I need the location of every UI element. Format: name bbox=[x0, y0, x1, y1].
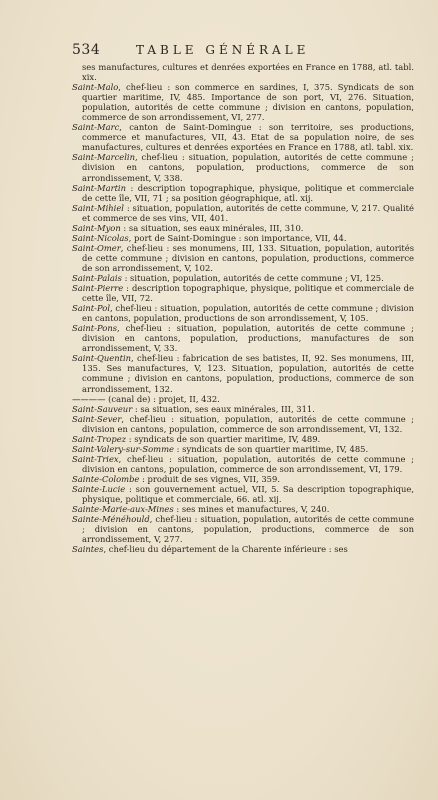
entry-heading: Saint-Quentin bbox=[72, 353, 132, 364]
index-entry bbox=[72, 474, 414, 484]
index-entry bbox=[72, 62, 414, 82]
index-entries bbox=[72, 62, 414, 554]
index-entry bbox=[72, 484, 414, 504]
entry-heading: Saint-Pons bbox=[72, 323, 118, 334]
entry-text: : sa situation, ses eaux minérales, III, 310. bbox=[120, 222, 304, 233]
entry-heading: Saint-Malo bbox=[72, 82, 119, 93]
entry-text: : situation, population, autorités de cette commune ; VI, 125. bbox=[121, 272, 384, 283]
entry-heading: Saint-Omer bbox=[72, 242, 121, 253]
entry-text: : description topographique, physique, politique et commerciale de cette île, VII, 72. bbox=[82, 283, 414, 304]
entry-heading: Saint-Valery-sur-Somme bbox=[72, 443, 175, 454]
page-header bbox=[72, 42, 408, 58]
entry-text: : syndicats de son quartier maritime, IV, 485. bbox=[174, 443, 369, 454]
index-entry bbox=[72, 454, 414, 474]
index-entry bbox=[72, 303, 414, 323]
entry-text: : syndicats de son quartier maritime, IV, 489. bbox=[126, 433, 321, 444]
entry-text: , chef-lieu : ses monumens, III, 133. Situation, population, autorités de cette commune ; division en cantons, population, productions, commerce de son arrondissement, V, 102. bbox=[82, 242, 414, 273]
entry-text: (canal de) : projet, II, 432. bbox=[105, 393, 220, 404]
page-number: 534 bbox=[72, 42, 101, 58]
index-entry bbox=[72, 353, 414, 393]
index-entry bbox=[72, 82, 414, 122]
index-entry bbox=[72, 183, 414, 203]
entry-text: , chef-lieu : situation, population, autorités de cette commune ; division en cantons, population, productions, commerce de son arrondissement, V, 277. bbox=[82, 514, 414, 545]
entry-text: : description topographique, physique, politique et commerciale de cette île, VII, 71 ; sa position géographique, atl. xij. bbox=[82, 182, 414, 203]
entry-heading: Saint-Palais bbox=[72, 272, 122, 283]
index-entry bbox=[72, 414, 414, 434]
index-entry bbox=[72, 504, 414, 514]
index-entry bbox=[72, 404, 414, 414]
entry-text: , chef-lieu : son commerce en sardines, I, 375. Syndicats de son quartier maritime, IV, 485. Importance de son port, VI, 276. Situation, population, autorités de cette commune ; division en cantons, population, commerce de son arrondissement, VI, 277. bbox=[82, 82, 414, 123]
entry-heading: Saint-Myon bbox=[72, 222, 121, 233]
index-entry bbox=[72, 323, 414, 353]
entry-text: ses manufactures, cultures et denrées exportées en France en 1788, atl. tabl. xix. bbox=[82, 62, 414, 83]
entry-heading: Saint-Nicolas bbox=[72, 232, 129, 243]
index-entry bbox=[72, 273, 414, 283]
entry-text: : son gouvernement actuel, VII, 5. Sa description topographique, physique, politique et commerciale, 66. atl. xij. bbox=[82, 483, 414, 505]
entry-heading: Saint-Marc bbox=[72, 122, 120, 133]
index-entry bbox=[72, 233, 414, 243]
entry-heading: Saintes bbox=[72, 544, 104, 555]
index-entry bbox=[72, 152, 414, 182]
index-entry bbox=[72, 544, 414, 554]
index-entry bbox=[72, 444, 414, 454]
index-entry bbox=[72, 434, 414, 444]
entry-text: , chef-lieu : situation, population, autorités de cette commune ; division en cantons, population, productions de son arrondissement, V, 105. bbox=[82, 303, 414, 324]
entry-heading: Saint-Marcelin bbox=[72, 152, 135, 163]
index-entry bbox=[72, 203, 414, 223]
entry-text: , chef-lieu du département de la Charente inférieure : ses bbox=[103, 544, 348, 555]
index-entry bbox=[72, 223, 414, 233]
entry-text: , chef-lieu : fabrication de ses batistes, II, 92. Ses monumens, III, 135. Ses manufactures, V, 123. Situation, population, autorités de cette commune ; division en cantons, population, productions, commerce de son arrondissement, 132. bbox=[82, 353, 414, 394]
index-entry bbox=[72, 283, 414, 303]
running-title: TABLE GÉNÉRALE bbox=[136, 43, 310, 57]
entry-text: , chef-lieu : situation, population, autorités de cette commune ; division en cantons, population, commerce de son arrondissement, VI, 179. bbox=[82, 453, 414, 474]
index-entry bbox=[72, 394, 414, 404]
entry-text: : ses mines et manufactures, V, 240. bbox=[173, 504, 330, 515]
entry-text: , port de Saint-Domingue : son importance, VII, 44. bbox=[128, 232, 347, 243]
entry-heading: Saint-Sever bbox=[72, 413, 122, 424]
entry-heading: Sainte-Lucie bbox=[72, 483, 126, 494]
entry-heading: Sainte-Marie-aux-Mines bbox=[72, 504, 174, 515]
entry-heading: Sainte-Colombe bbox=[72, 473, 140, 484]
entry-text: , chef-lieu : situation, population, autorités de cette commune ; division en cantons, population, productions, manufactures de son arrondissement, V, 33. bbox=[82, 323, 414, 354]
index-entry bbox=[72, 243, 414, 273]
entry-heading: ———— bbox=[72, 393, 106, 404]
entry-heading: Saint-Tropez bbox=[72, 433, 127, 444]
entry-heading: Saint-Triex bbox=[72, 453, 119, 464]
entry-heading: Saint-Martin bbox=[72, 182, 127, 193]
entry-heading: Saint-Pol bbox=[72, 303, 111, 314]
entry-heading: Saint-Pierre bbox=[72, 283, 124, 294]
entry-heading: Saint-Sauveur bbox=[72, 403, 133, 414]
entry-heading: Sainte-Ménéhould bbox=[72, 514, 150, 525]
index-entry bbox=[72, 122, 414, 152]
index-entry bbox=[72, 514, 414, 544]
entry-heading: Saint-Mihiel bbox=[72, 202, 124, 213]
entry-text: : situation, population, autorités de cette commune, V, 217. Qualité et commerce de ses vins, VII, 401. bbox=[82, 202, 414, 223]
entry-text: , canton de Saint-Domingue : son territoire, ses productions, commerce et manufactures, VII, 43. Etat de sa population noire, de ses manufactures, cultures et denrées exportées en France en 1788, atl. tabl. xix. bbox=[82, 122, 414, 153]
entry-text: , chef-lieu : situation, population, autorités de cette commune ; division en cantons, population, commerce de son arrondissement, VI, 132. bbox=[82, 413, 414, 434]
entry-text: : produit de ses vignes, VII, 359. bbox=[139, 473, 280, 484]
entry-text: , chef-lieu : situation, population, autorités de cette commune ; division en cantons, population, productions, commerce de son arrondissement, V, 338. bbox=[82, 152, 414, 183]
entry-text: : sa situation, ses eaux minérales, III, 311. bbox=[132, 403, 315, 414]
